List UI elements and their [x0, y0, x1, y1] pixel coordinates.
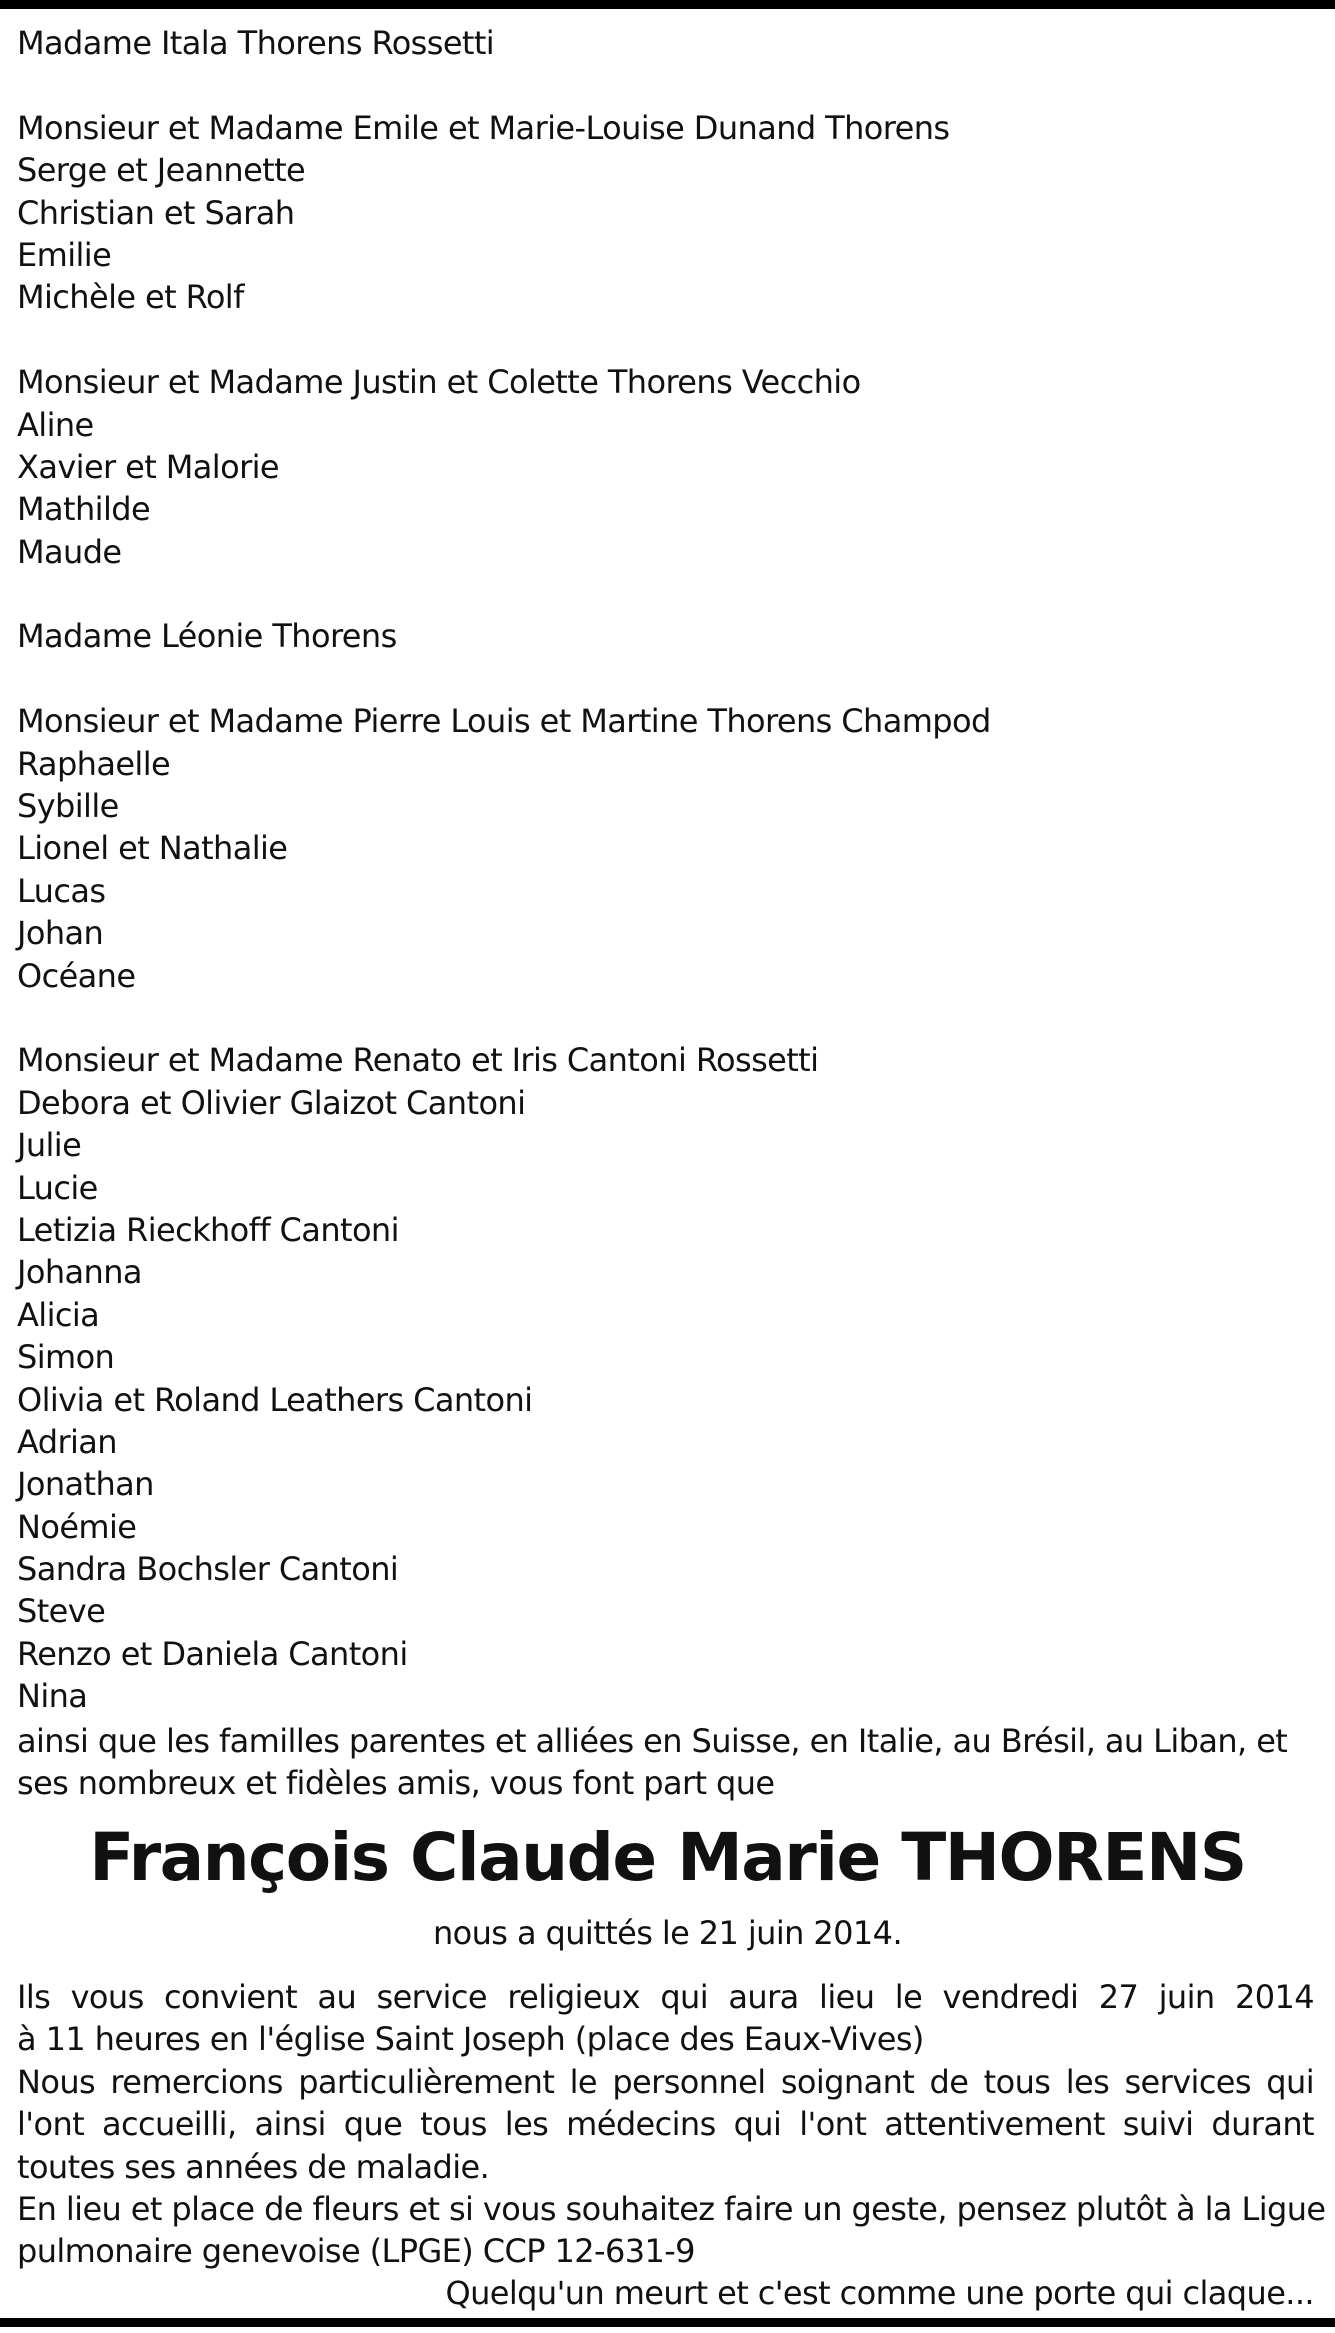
- group-spacer: [17, 64, 1317, 106]
- service-line: pulmonaire genevoise (LPGE) CCP 12-631-9: [17, 2232, 695, 2271]
- service-line: Nous remercions particulièrement le personnel soignant de tous les services qui: [17, 2062, 1314, 2101]
- family-member: Letizia Rieckhoff Cantoni: [17, 1210, 399, 1249]
- announcement-line: ainsi que les familles parentes et alliées en Suisse, en Italie, au Brésil, au Liban, et: [17, 1722, 1288, 1760]
- family-member: Océane: [17, 956, 136, 995]
- service-line: l'ont accueilli, ainsi que tous les médecins qui l'ont attentivement suivi durant: [17, 2105, 1314, 2144]
- announcement: [17, 1720, 1317, 1805]
- family-member: Debora et Olivier Glaizot Cantoni: [17, 1083, 526, 1122]
- family-member: Christian et Sarah: [17, 193, 295, 232]
- family-member: Nina: [17, 1677, 88, 1716]
- service-details: [17, 1976, 1326, 2273]
- family-member: Alicia: [17, 1295, 100, 1334]
- family-member: Madame Itala Thorens Rossetti: [17, 24, 495, 62]
- family-member: Johan: [17, 914, 104, 953]
- announcement-line: ses nombreux et fidèles amis, vous font part que: [17, 1764, 775, 1803]
- family-member: Olivia et Roland Leathers Cantoni: [17, 1380, 533, 1419]
- family-member: Xavier et Malorie: [17, 447, 280, 486]
- family-member: Maude: [17, 532, 122, 571]
- service-line: toutes ses années de maladie.: [17, 2147, 490, 2186]
- family-member: Serge et Jeannette: [17, 151, 306, 190]
- family-member: Raphaelle: [17, 744, 171, 783]
- service-line: En lieu et place de fleurs et si vous souhaitez faire un geste, pensez plutôt à la Ligue: [17, 2189, 1326, 2228]
- family-member: Monsieur et Madame Renato et Iris Cantoni Rossetti: [17, 1041, 819, 1080]
- family-member: Monsieur et Madame Pierre Louis et Martine Thorens Champod: [17, 702, 991, 741]
- death-notice: nous a quittés le 21 juin 2014.: [432, 1914, 903, 1952]
- family-member: Steve: [17, 1592, 106, 1631]
- family-member: Michèle et Rolf: [17, 278, 244, 317]
- family-member: Sybille: [17, 787, 119, 826]
- family-member: Renzo et Daniela Cantoni: [17, 1634, 408, 1673]
- family-member: Lucie: [17, 1168, 98, 1207]
- family-member: Lucas: [17, 871, 106, 910]
- group-spacer: [17, 997, 1317, 1039]
- family-member: Aline: [17, 405, 94, 444]
- deceased-name: François Claude Marie THORENS: [89, 1819, 1246, 1896]
- service-line: à 11 heures en l'église Saint Joseph (place des Eaux-Vives): [17, 2020, 924, 2059]
- family-member: Adrian: [17, 1422, 117, 1461]
- family-member: Monsieur et Madame Emile et Marie-Louise Dunand Thorens: [17, 108, 950, 147]
- family-member: Mathilde: [17, 490, 151, 529]
- family-member: Emilie: [17, 235, 112, 274]
- group-spacer: [17, 573, 1317, 615]
- family-member: Madame Léonie Thorens: [17, 617, 397, 656]
- family-member: Monsieur et Madame Justin et Colette Thorens Vecchio: [17, 363, 861, 402]
- service-line: Ils vous convient au service religieux qui aura lieu le vendredi 27 juin 2014: [17, 1978, 1314, 2016]
- top-border-rule: [0, 0, 1335, 9]
- bottom-border-rule: [0, 2318, 1335, 2327]
- family-member: Simon: [17, 1338, 115, 1377]
- family-list: [17, 22, 1317, 1718]
- family-member: Lionel et Nathalie: [17, 829, 288, 868]
- closing-quote: Quelqu'un meurt et c'est comme une porte qui claque...: [445, 2274, 1314, 2312]
- family-member: Johanna: [17, 1253, 142, 1292]
- family-member: Julie: [17, 1126, 82, 1165]
- group-spacer: [17, 658, 1317, 700]
- group-spacer: [17, 319, 1317, 361]
- family-member: Sandra Bochsler Cantoni: [17, 1550, 399, 1589]
- family-member: Noémie: [17, 1507, 137, 1546]
- family-member: Jonathan: [17, 1465, 154, 1504]
